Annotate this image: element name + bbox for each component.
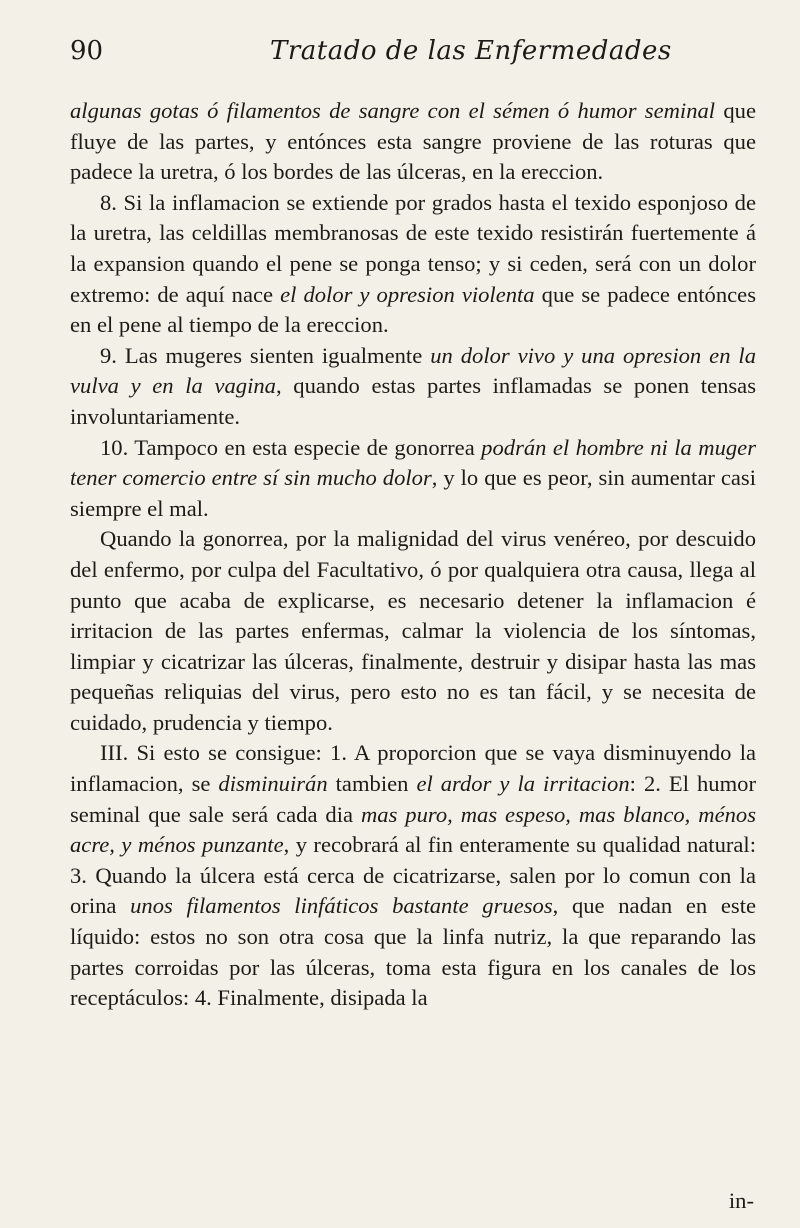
- text-run: 9. Las mugeres sienten igualmente: [100, 342, 431, 368]
- text-run: III. Si esto se consigue: 1. A proporcion que se vaya disminuyendo la inflamacion, se: [70, 740, 756, 797]
- italic-run: podrán el hombre ni la muger tener comercio entre sí sin mucho dolor: [70, 434, 756, 491]
- running-title: Tratado de las Enfermedades: [270, 36, 672, 66]
- italic-run: disminuirán: [218, 771, 328, 797]
- text-run: , que nadan en este líquido: estos no son otra cosa que la linfa nutriz, la que reparando las partes corroidas por las úlceras, toma esta figura en los canales de los receptáculos: 4. Finalmente, disipada la: [70, 893, 756, 1011]
- text-run: tambien: [327, 771, 417, 797]
- italic-run: el dolor y opresion violenta: [280, 281, 535, 307]
- text-run: 8. Si la inflamacion se extiende por grados hasta el texido esponjoso de la uretra, las celdillas membranosas de este texido resistirán fuertemente á la expansion quando el pene se ponga tenso; y si ceden, será con un dolor extremo: de aquí nace: [70, 189, 756, 307]
- italic-run: unos filamentos linfáticos bastante gruesos: [130, 893, 553, 919]
- text-run: , quando estas partes inflamadas se ponen tensas involuntariamente.: [70, 373, 756, 429]
- text-run: , y recobrará al fin enteramente su qualidad natural: 3. Quando la úlcera está cerca de cicatrizarse, salen por lo comun con la orina: [70, 832, 756, 919]
- paragraph: [70, 433, 756, 525]
- text-run: Quando la gonorrea, por la malignidad del virus venéreo, por descuido del enfermo, por culpa del Facultativo, ó por qualquiera otra causa, llega al punto que acaba de explicarse, es necesario detener la inflamacion é irritacion de las partes enfermas, calmar la violencia de los síntomas, limpiar y cicatrizar las úlceras, finalmente, destruir y disipar hasta las mas pequeñas reliquias del virus, pero esto no es tan fácil, y se necesita de cuidado, prudencia y tiempo.: [70, 526, 756, 735]
- paragraph: [70, 524, 756, 738]
- text-run: : 2. El humor seminal que sale será cada dia: [70, 771, 756, 827]
- paragraph: [70, 96, 756, 188]
- paragraph: [70, 738, 756, 1013]
- text-run: , y lo que es peor, sin aumentar casi siempre el mal.: [70, 465, 756, 521]
- page-number: 90: [70, 36, 104, 66]
- page-header: [70, 36, 756, 90]
- catchword: in-: [728, 1188, 754, 1213]
- paragraph: [70, 341, 756, 433]
- paragraph: [70, 188, 756, 341]
- italic-run: algunas gotas ó filamentos de sangre con el sémen ó humor seminal: [70, 98, 716, 123]
- text-run: que se padece entónces en el pene al tiempo de la ereccion.: [70, 281, 756, 338]
- italic-run: el ardor y la irritacion: [416, 771, 630, 797]
- italic-run: mas puro, mas espeso, mas blanco, ménos acre, y ménos punzante: [70, 801, 756, 858]
- text-run: que fluye de las partes, y entónces esta sangre proviene de las roturas que padece la uretra, ó los bordes de las úlceras, en la ereccion.: [70, 98, 756, 185]
- text-run: 10. Tampoco en esta especie de gonorrea: [100, 434, 482, 460]
- italic-run: un dolor vivo y una opresion en la vulva y en la vagina: [70, 342, 757, 399]
- body-text: [70, 96, 756, 1014]
